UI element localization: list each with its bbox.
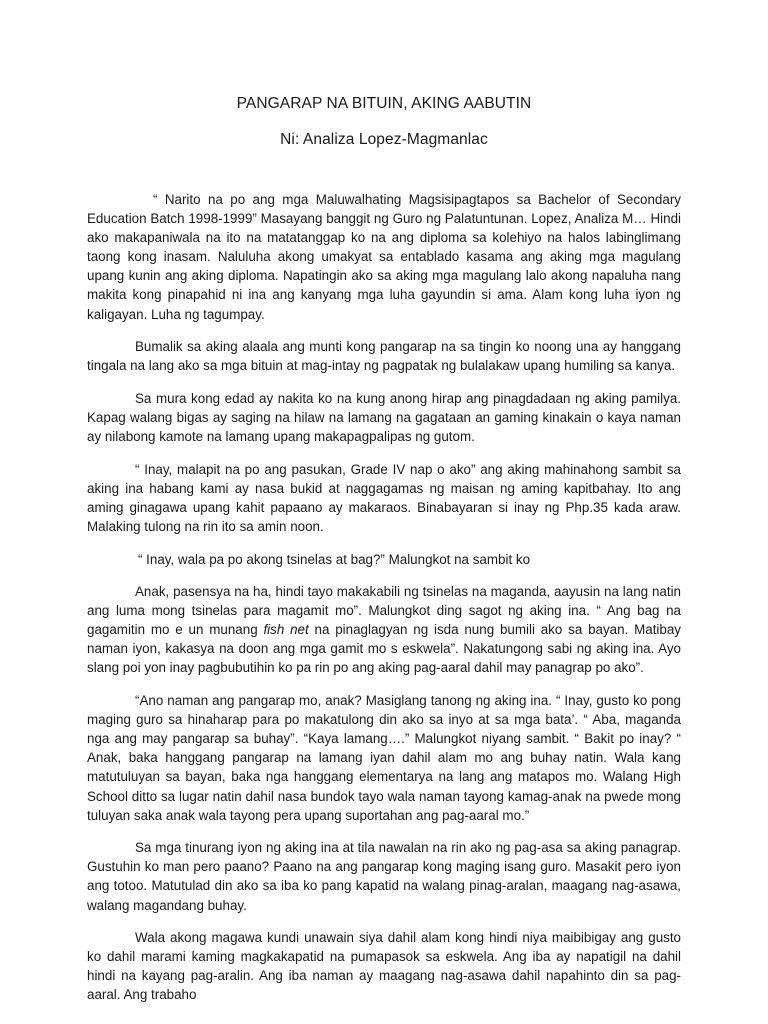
paragraph-4: “ Inay, malapit na po ang pasukan, Grade IV nap o ako” ang aking mahinahong sambit sa aking ina habang kami ay nasa bukid at naggagamas ng maisan ng aming kapitbahay. Ito ang aming ginagawa upang kahit papaano ay makaraos. Binabayaran si inay ng Php.35 kada araw. Malaking tulong na rin ito sa amin noon. xyxy=(87,461,681,534)
paragraph-2: Bumalik sa aking alaala ang munti kong pangarap na sa tingin ko noong una ay hanggang tingala na lang ako sa mga bituin at mag-intay ng pagpatak ng bulalakaw upang humiling sa kanya. xyxy=(87,339,681,374)
paragraph-8: Sa mga tinurang iyon ng aking ina at tila nawalan na rin ako ng pag-asa sa aking panagrap. Gustuhin ko man pero paano? Paano na ang pangarap kong maging isang guro. Masakit pero iyon ang totoo. Matutulad din ako sa iba ko pang kapatid na walang pinag-aralan, maagang nag-asawa, walang magandang buhay. xyxy=(87,840,681,913)
paragraph-7: “Ano naman ang pangarap mo, anak? Masiglang tanong ng aking ina. “ Inay, gusto ko pong maging guro sa hinaharap para po makatulong din ako sa inyo at sa mga bata’. “ Aba, maganda nga ang may pangarap sa buhay”. “Kaya lamang….” Malungkot niyang sambit. “ Bakit po inay? “ Anak, baka hanggang pangarap na lamang iyan dahil alam mo ang buhay natin. Wala kang matutuluyan sa bayan, baka nga hanggang elementarya na lang ang matapos mo. Walang High School ditto sa lugar natin dahil nasa bundok tayo wala naman tayong kamag-anak na pwede mong tuluyan saka anak wala tayong pera upang suportahan ang pag-aaral mo.” xyxy=(87,693,681,823)
document-title: PANGARAP NA BITUIN, AKING AABUTIN xyxy=(236,95,532,112)
paragraph-3: Sa mura kong edad ay nakita ko na kung anong hirap ang pinagdadaan ng aking pamilya. Kapag walang bigas ay saging na hilaw na lamang na gagataan an gaming kinakain o kaya naman ay nilabong kamote na lamang upang makapagpalipas ng gutom. xyxy=(87,390,681,445)
paragraph-6-italic-term: fish net xyxy=(263,622,309,638)
document-byline: Ni: Analiza Lopez-Magmanlac xyxy=(280,131,488,148)
paragraph-1: “ Narito na po ang mga Maluwalhating Magsisipagtapos sa Bachelor of Secondary Education Batch 1998-1999” Masayang banggit ng Guro ng Palatuntunan. Lopez, Analiza M… Hindi ako makapaniwala na ito na matatanggap ko na ang diploma sa kolehiyo na halos labinglimang taong kong inasam. Naluluha akong umakyat sa entablado kasama ang aking mga magulang upang kunin ang aking diploma. Napatingin ako sa aking mga magulang lalo akong napaluha nang makita kong pinapahid ni ina ang kanyang mga luha gayundin si ama. Alam kong luha iyon ng kaligayan. Luha ng tagumpay. xyxy=(87,192,681,322)
document-body xyxy=(87,190,681,1004)
paragraph-6-part-2: na pinaglagyan ng isda nung bumili ako sa bayan. Matibay naman iyon, kakasya na doon ang mga gamit mo s eskwela”. Nakatungong sabi ng aking ina. Ayo slang poi yon inay pagbubutihin ko pa rin po ang aking pag-aaral dahil may panagrap po ako”. xyxy=(87,622,681,676)
paragraph-9: Wala akong magawa kundi unawain siya dahil alam kong hindi niya maibibigay ang gusto ko dahil marami kaming magkakapatid na pumapasok sa eskwela. Ang iba ay napatigil na dahil hindi na kayang pag-aralin. Ang iba naman ay maagang nag-asawa dahil napahinto din sa pag-aaral. Ang trabaho xyxy=(87,930,681,1003)
paragraph-6-part-1: Anak, pasensya na ha, hindi tayo makakabili ng tsinelas na maganda, aayusin na lang natin ang luma mong tsinelas para magamit mo”. Malungkot ding sagot ng aking ina. “ Ang bag na gagamitin mo e un munang xyxy=(87,584,681,638)
paragraph-5: “ Inay, wala pa po akong tsinelas at bag?” Malungkot na sambit ko xyxy=(138,551,531,567)
paragraph-6 xyxy=(87,582,681,677)
